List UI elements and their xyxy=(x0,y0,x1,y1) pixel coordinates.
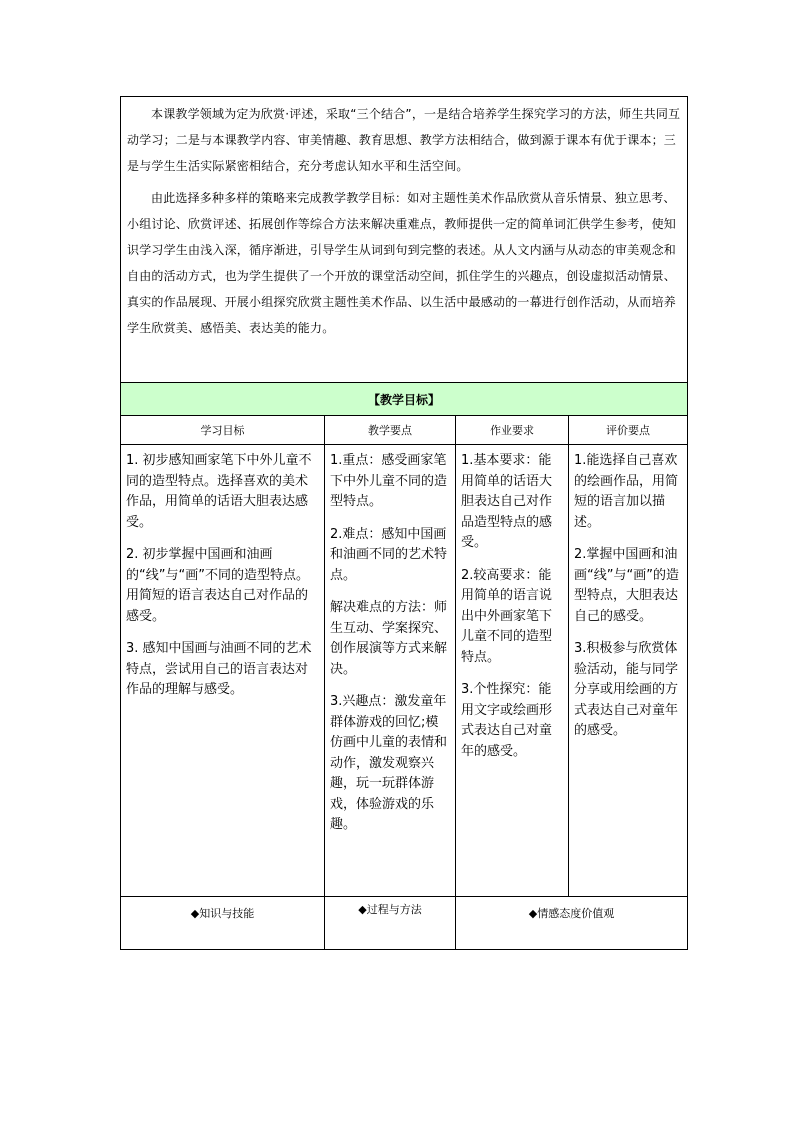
intro-cell xyxy=(121,97,688,383)
intro-paragraph: 由此选择多种多样的策略来完成教学教学目标：如对主题性美术作品欣赏从音乐情景、独立思考、小组讨论、欣赏评述、拓展创作等综合方法来解决重难点，教师提供一定的简单词汇供学生参考，使知识学习学生由浅入深，循序渐进，引导学生从词到句到完整的表述。从人文内涵与从动态的审美观念和自由的活动方式，也为学生提供了一个开放的课堂活动空间，抓住学生的兴趣点，创设虚拟活动情景、真实的作品展现、开展小组探究欣赏主题性美术作品、以生活中最感动的一幕进行创作活动，从而培养学生欣赏美、感悟美、表达美的能力。 xyxy=(127,191,677,335)
column-header-homework: 作业要求 xyxy=(456,416,569,445)
goals-heading: 【教学目标】 xyxy=(121,383,688,416)
homework-cell xyxy=(456,445,569,897)
learning-goals-cell xyxy=(121,445,325,897)
key-point-item: 2.难点：感知中国画和油画不同的艺术特点。 xyxy=(330,526,448,583)
learning-goal-item: 1. 初步感知画家笔下中外儿童不同的造型特点。选择喜欢的美术作品，用简单的话语大胆表达感受。 xyxy=(126,453,312,530)
footer-emotion-values: ◆情感态度价值观 xyxy=(456,897,688,950)
learning-goal-item: 3. 感知中国画与油画不同的艺术特点，尝试用自己的语言表达对作品的理解与感受。 xyxy=(126,641,312,697)
column-header-key-points: 教学要点 xyxy=(325,416,456,445)
key-points-cell xyxy=(325,445,456,897)
learning-goal-item: 2. 初步掌握中国画和油画的“线”与“画”不同的造型特点。用简短的语言表达自己对作品的感受。 xyxy=(126,547,309,624)
evaluation-item: 3.积极参与欣赏体验活动，能与同学分享或用绘画的方式表达自己对童年的感受。 xyxy=(574,641,679,738)
key-point-item: 1.重点：感受画家笔下中外儿童不同的造型特点。 xyxy=(330,453,448,509)
column-header-learning: 学习目标 xyxy=(121,416,325,445)
homework-item: 2.较高要求：能用简单的语言说出中外画家笔下儿童不同的造型特点。 xyxy=(461,567,553,665)
footer-knowledge-skills: ◆知识与技能 xyxy=(121,897,325,950)
lesson-plan-document xyxy=(120,96,687,950)
evaluation-item: 2.掌握中国画和油画“线”与“画”的造型特点，大胆表达自己的感受。 xyxy=(574,547,679,624)
evaluation-item: 1.能选择自己喜欢的绘画作品，用简短的语言加以描述。 xyxy=(574,453,679,530)
column-header-evaluation: 评价要点 xyxy=(569,416,688,445)
homework-item: 1.基本要求：能用简单的话语大胆表达自己对作品造型特点的感受。 xyxy=(461,453,553,550)
intro-paragraph: 本课教学领域为定为欣赏·评述，采取“三个结合”，一是结合培养学生探究学习的方法，师生共同互动学习；二是与本课教学内容、审美情趣、教育思想、教学方法相结合，做到源于课本有优于课本；三是与学生生活实际紧密相结合，充分考虑认知水平和生活空间。 xyxy=(127,107,681,173)
key-point-item: 解决难点的方法：师生互动、学案探究、创作展演等方式来解决。 xyxy=(330,600,448,677)
key-point-item: 3.兴趣点：激发童年群体游戏的回忆;模仿画中儿童的表情和动作，激发观察兴趣，玩一玩群体游戏，体验游戏的乐趣。 xyxy=(330,694,448,832)
footer-process-method: ◆过程与方法 xyxy=(325,897,456,950)
homework-item: 3.个性探究：能用文字或绘画形式表达自己对童年的感受。 xyxy=(461,682,553,759)
evaluation-cell xyxy=(569,445,688,897)
lesson-plan-table xyxy=(120,96,688,950)
